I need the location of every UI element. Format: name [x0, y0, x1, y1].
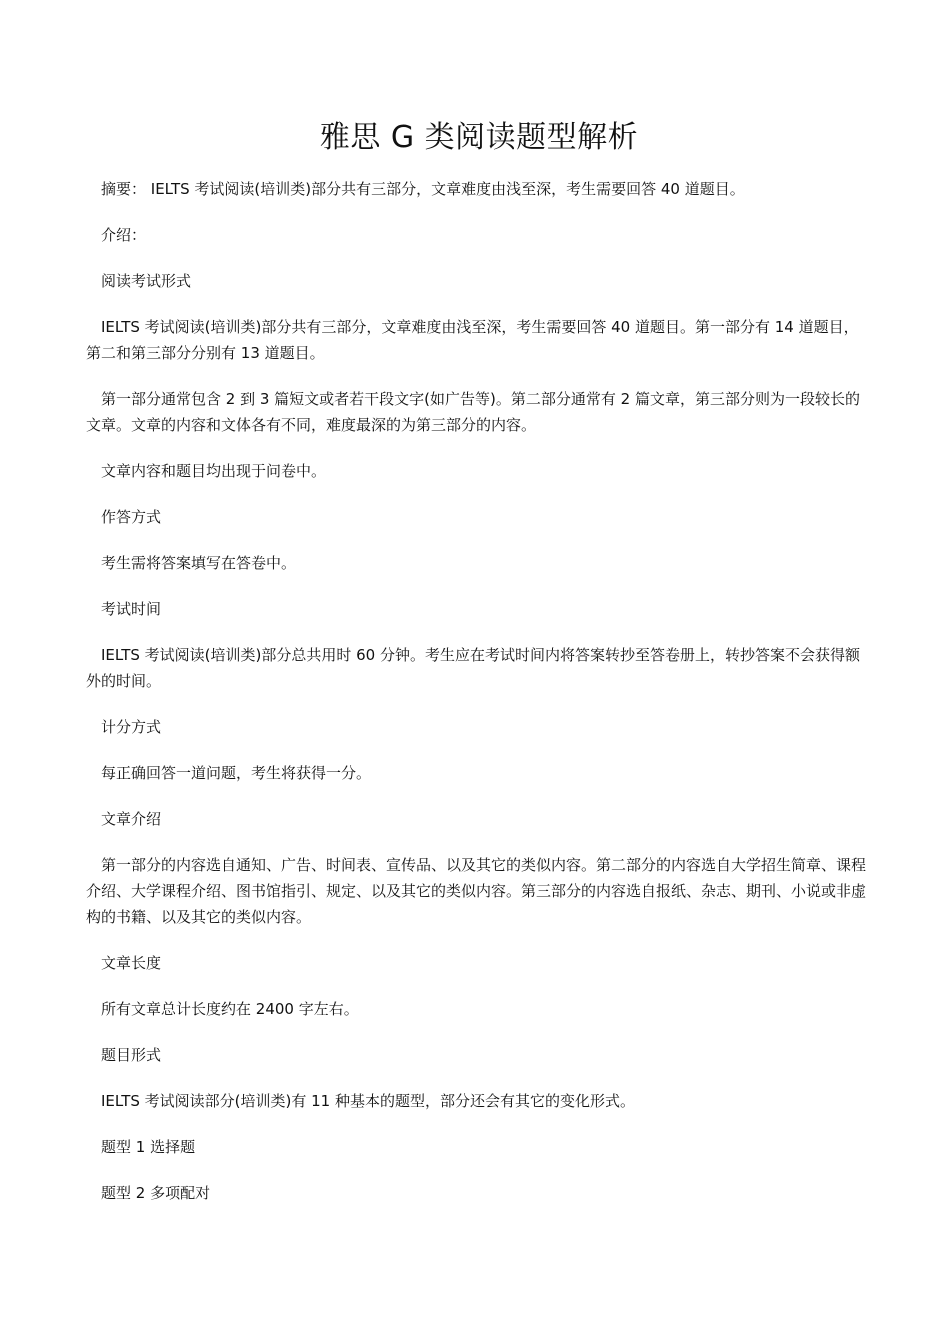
section-heading-scoring: 计分方式 — [101, 718, 162, 736]
document-title: 雅思 G 类阅读题型解析 — [319, 120, 639, 155]
section-heading-length: 文章长度 — [101, 954, 162, 972]
scoring-paragraph: 每正确回答一道问题，考生将获得一分。 — [101, 764, 372, 782]
question-type-1: 题型 1 选择题 — [101, 1138, 196, 1156]
articles-paragraph: 第一部分的内容选自通知、广告、时间表、宣传品、以及其它的类似内容。第二部分的内容选自大学招生简章、课程介绍、大学课程介绍、图书馆指引、规定、以及其它的类似内容。第三部分的内容选自报纸、杂志、期刊、小说或非虚构的书籍、以及其它的类似内容。 — [86, 856, 867, 926]
section-heading-answering: 作答方式 — [101, 508, 162, 526]
section-heading-format: 阅读考试形式 — [101, 272, 192, 290]
answering-paragraph: 考生需将答案填写在答卷中。 — [101, 554, 297, 572]
section-heading-time: 考试时间 — [101, 600, 162, 618]
section-heading-articles: 文章介绍 — [101, 810, 162, 828]
format-paragraph: IELTS 考试阅读(培训类)部分共有三部分，文章难度由浅至深，考生需要回答 40 道题目。第一部分有 14 道题目，第二和第三部分分别有 13 道题目。 — [86, 318, 859, 362]
section-heading-question-types: 题目形式 — [101, 1046, 162, 1064]
intro-heading: 介绍： — [101, 226, 147, 244]
abstract-paragraph: 摘要： IELTS 考试阅读(培训类)部分共有三部分，文章难度由浅至深，考生需要回答 40 道题目。 — [101, 180, 745, 198]
question-types-paragraph: IELTS 考试阅读部分(培训类)有 11 种基本的题型，部分还会有其它的变化形式。 — [101, 1092, 635, 1110]
length-paragraph: 所有文章总计长度约在 2400 字左右。 — [101, 1000, 359, 1018]
content-location-paragraph: 文章内容和题目均出现于问卷中。 — [101, 462, 327, 480]
time-paragraph: IELTS 考试阅读(培训类)部分总共用时 60 分钟。考生应在考试时间内将答案转抄至答卷册上，转抄答案不会获得额外的时间。 — [86, 646, 860, 690]
question-type-2: 题型 2 多项配对 — [101, 1184, 211, 1202]
parts-paragraph: 第一部分通常包含 2 到 3 篇短文或者若干段文字(如广告等)。第二部分通常有 2 篇文章，第三部分则为一段较长的文章。文章的内容和文体各有不同，难度最深的为第三部分的内容。 — [86, 390, 860, 434]
